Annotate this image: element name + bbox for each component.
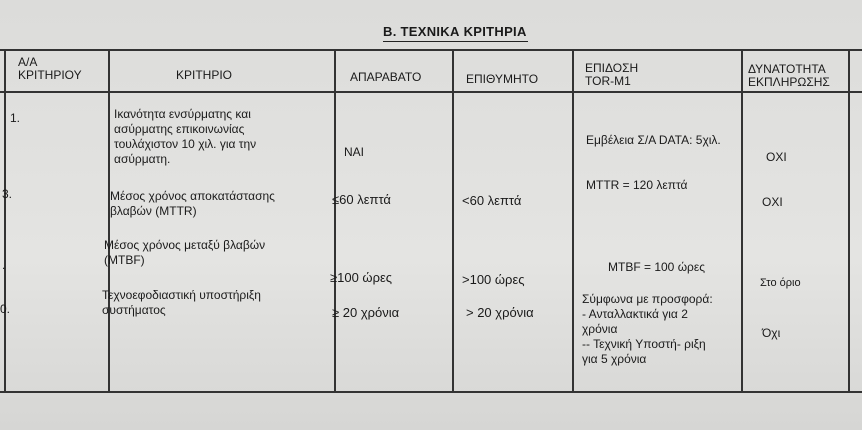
column-divider [741, 50, 743, 392]
row-desirable: > 20 χρόνια [466, 305, 534, 320]
row-criterion: Τεχνοεφοδιαστική υποστήριξη συστήματος [102, 288, 261, 317]
row-fulfillment: Στο όριο [760, 277, 801, 289]
row-criterion: Μέσος χρόνος μεταξύ βλαβών (MTBF) [104, 238, 266, 267]
column-divider [572, 50, 574, 392]
row-criterion: Ικανότητα ενσύρματης και ασύρματης επικοινωνίας τουλάχιστον 10 χιλ. για την ασύρματη. [114, 107, 257, 166]
row-num: 1. [10, 111, 21, 125]
column-divider [334, 50, 336, 392]
row-num: . [2, 258, 6, 272]
table-top-border [0, 49, 862, 51]
table-header-border [0, 91, 862, 93]
column-divider [108, 50, 110, 392]
row-performance: MTBF = 100 ώρες [608, 260, 706, 274]
section-title: Β. ΤΕΧΝΙΚΑ ΚΡΙΤΗΡΙΑ [383, 24, 527, 39]
row-mandatory: ≥ 20 χρόνια [332, 305, 400, 320]
row-fulfillment: ΟΧΙ [762, 195, 783, 209]
header-mandatory: ΑΠΑΡΑΒΑΤΟ [350, 70, 422, 84]
row-mandatory: ≥100 ώρες [330, 270, 393, 285]
header-criterion: ΚΡΙΤΗΡΙΟ [176, 68, 233, 82]
column-divider [4, 50, 6, 392]
row-mandatory: ≤60 λεπτά [332, 192, 391, 207]
header-num: Α/Α ΚΡΙΤΗΡΙΟΥ [18, 55, 82, 82]
column-divider [848, 50, 850, 392]
title-underline [383, 41, 528, 42]
row-criterion: Μέσος χρόνος αποκατάστασης βλαβών (MTTR) [110, 189, 275, 218]
row-num: 0. [0, 302, 11, 316]
header-performance: ΕΠΙΔΟΣΗ TOR-M1 [585, 61, 639, 88]
row-desirable: <60 λεπτά [462, 193, 522, 208]
row-performance: Σύμφωνα με προσφορά: - Ανταλλακτικά για 2 χρόνια -- Τεχνική Υποστή- ριξη για 5 χρόνια [582, 292, 713, 366]
table-bottom-border [0, 391, 862, 393]
header-fulfillment: ΔΥΝΑΤΟΤΗΤΑ ΕΚΠΛΗΡΩΣΗΣ [748, 62, 830, 89]
header-desirable: ΕΠΙΘΥΜΗΤΟ [466, 72, 539, 86]
row-performance: Εμβέλεια Σ/Α DATA: 5χιλ. [586, 133, 721, 147]
column-divider [452, 50, 454, 392]
row-fulfillment: ΟΧΙ [766, 150, 787, 164]
row-performance: MTTR = 120 λεπτά [586, 178, 688, 192]
row-desirable: >100 ώρες [462, 272, 525, 287]
row-num: 3. [2, 187, 13, 201]
row-fulfillment: Όχι [762, 326, 781, 340]
row-mandatory: ΝΑΙ [344, 145, 365, 159]
